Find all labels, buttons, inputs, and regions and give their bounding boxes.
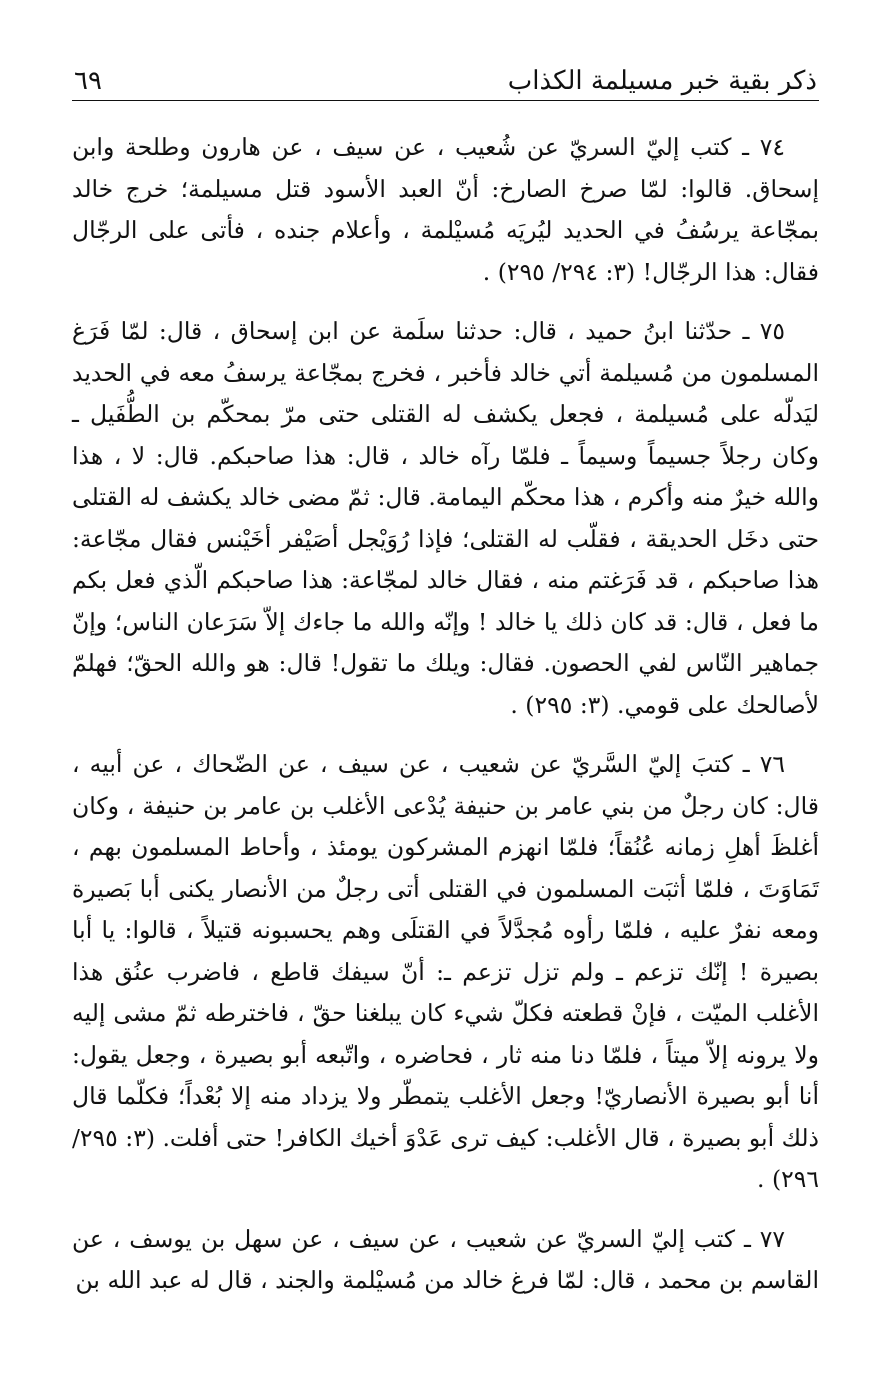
paragraph-76: ٧٦ ـ كتبَ إليّ السَّريّ عن شعيب ، عن سيف ، عن الضّحاك ، عن أبيه ، قال: كان رجلٌ من بني عامر بن حنيفة يُدْعى الأغلب بن عامر بن حنيفة ، وكان أغلظَ أهلِ زمانه عُنُقاً؛ فلمّا انهزم المشركون يومئذ ، وأحاط المسلمون بهم ، تَمَاوَتَ ، فلمّا أثبَت المسلمون في القتلى أتى رجلٌ من الأنصار يكنى أبا بَصيرة ومعه نفرٌ عليه ، فلمّا رأوه مُجدَّلاً في القتلَى وهم يحسبونه قتيلاً ، قالوا: يا أبا بصيرة ! إنّك تزعم ـ ولم تزل تزعم ـ: أنّ سيفك قاطع ، فاضرب عنُق هذا الأغلب الميّت ، فإنْ قطعته فكلّ شيء كان يبلغنا حقّ ، فاخترطه ثمّ مشى إليه ولا يرونه إلاّ ميتاً ، فلمّا دنا منه ثار ، فحاضره ، واتّبعه أبو بصيرة ، وجعل يقول: أنا أبو بصيرة الأنصاريّ! وجعل الأغلب يتمطّر ولا يزداد منه إلا بُعْداً؛ فكلّما قال ذلك أبو بصيرة ، قال الأغلب: كيف ترى عَدْوَ أخيك الكافر! حتى أفلت. (٣: ٢٩٥/ ٢٩٦) . [72, 750, 819, 1193]
paragraph-75: ٧٥ ـ حدّثنا ابنُ حميد ، قال: حدثنا سلَمة عن ابن إسحاق ، قال: لمّا فَرَغ المسلمون من مُسيلمة أتي خالد فأخبر ، فخرج بمجّاعة يرسفُ معه في الحديد ليَدلّه على مُسيلمة ، فجعل يكشف له القتلى حتى مرّ بمحكّم بن الطُّفَيل ـ وكان رجلاً جسيماً وسيماً ـ فلمّا رآه خالد ، قال: هذا صاحبكم. قال: لا ، هذا والله خيرٌ منه وأكرم ، هذا محكّم اليمامة. قال: ثمّ مضى خالد يكشف له القتلى حتى دخَل الحديقة ، فقلّب له القتلى؛ فإذا رُوَيْجل أصَيْفر أخَيْنس فقال مجّاعة: هذا صاحبكم ، قد فَرَغتم منه ، فقال خالد لمجّاعة: هذا صاحبكم الّذي فعل بكم ما فعل ، قال: قد كان ذلك يا خالد ! وإنّه والله ما جاءك إلاّ سَرَعان الناس؛ وإنّ جماهير النّاس لفي الحصون. فقال: ويلك ما تقول! قال: هو والله الحقّ؛ فهلمّ لأصالحك على قومي. (٣: ٢٩٥) . [72, 317, 819, 719]
page-header [72, 58, 819, 101]
page-number: ٦٩ [74, 66, 102, 96]
page-body [72, 127, 819, 1302]
paragraph-74: ٧٤ ـ كتب إليّ السريّ عن شُعيب ، عن سيف ، عن هارون وطلحة وابن إسحاق. قالوا: لمّا صرخ الصارخ: أنّ العبد الأسود قتل مسيلمة؛ خرج خالد بمجّاعة يرسُفُ في الحديد ليُريَه مُسيْلمة ، وأعلام جنده ، فأتى على الرجّال فقال: هذا الرجّال! (٣: ٢٩٤/ ٢٩٥) . [72, 133, 819, 286]
running-title: ذكر بقية خبر مسيلمة الكذاب [507, 66, 817, 96]
paragraph-77: ٧٧ ـ كتب إليّ السريّ عن شعيب ، عن سيف ، عن سهل بن يوسف ، عن القاسم بن محمد ، قال: لمّا فرغ خالد من مُسيْلمة والجند ، قال له عبد الله بن [72, 1224, 819, 1294]
